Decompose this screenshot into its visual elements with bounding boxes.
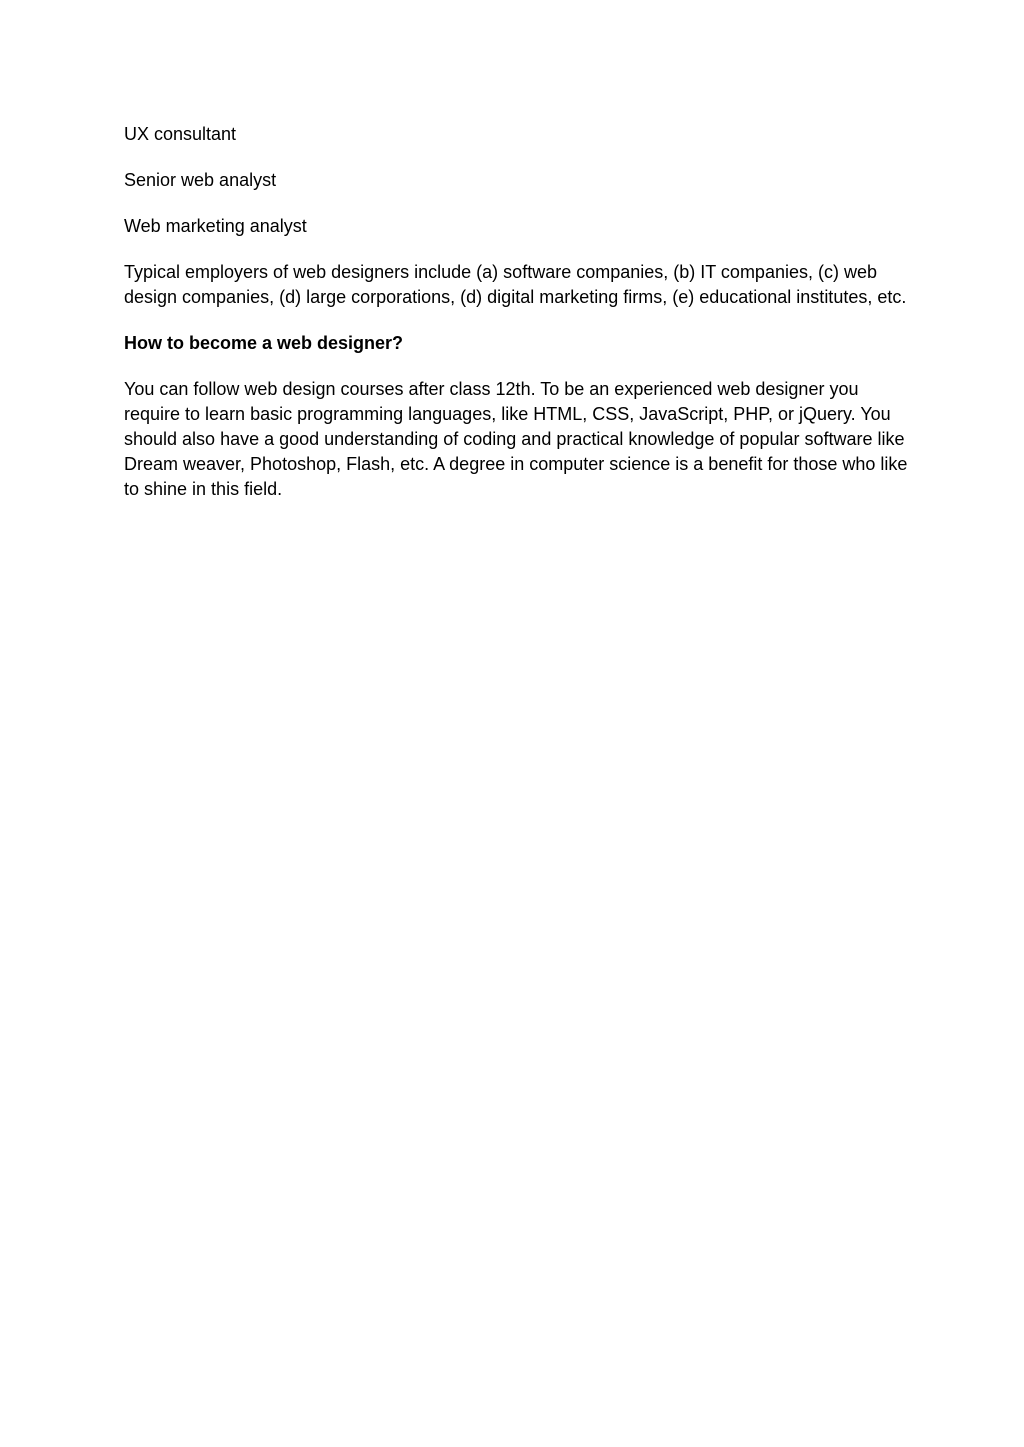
job-title-web-marketing-analyst: Web marketing analyst [124,216,307,236]
section-heading: How to become a web designer? [124,333,404,353]
employers-paragraph: Typical employers of web designers include (a) software companies, (b) IT companies, (c) web design companies, (d) large corporations, (d) digital marketing firms, (e) educational institutes, etc. [124,262,907,307]
job-title-senior-web-analyst: Senior web analyst [124,170,277,190]
document-body [124,122,914,523]
section-paragraph: You can follow web design courses after class 12th. To be an experienced web designer you require to learn basic programming languages, like HTML, CSS, JavaScript, PHP, or jQuery. You should also have a good understanding of coding and practical knowledge of popular software like Dream weaver, Photoshop, Flash, etc. A degree in computer science is a benefit for those who like to shine in this field. [124,379,908,499]
job-title-ux-consultant: UX consultant [124,124,237,144]
